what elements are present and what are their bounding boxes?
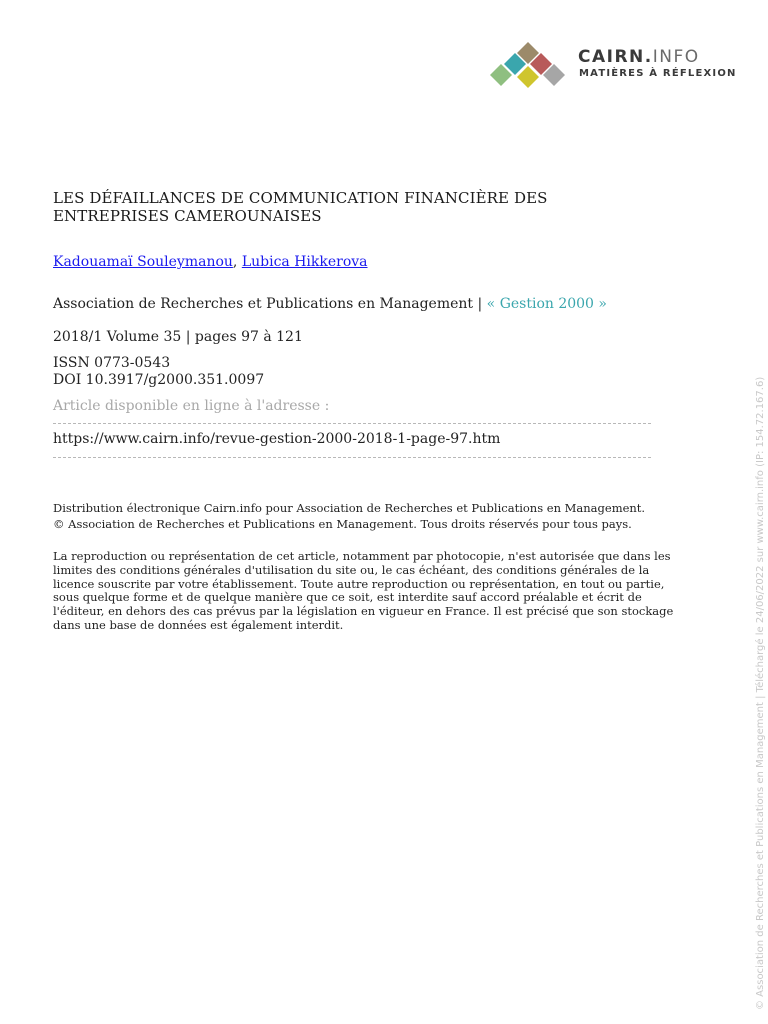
dashed-divider (53, 423, 651, 424)
article-title-line2: ENTREPRISES CAMEROUNAISES (53, 207, 322, 225)
legal-line: l'éditeur, en dehors des cas prévus par la législation en vigueur en France. Il est précisé que son stockage (53, 604, 674, 619)
journal-link[interactable]: « Gestion 2000 » (486, 296, 607, 312)
legal-line: sous quelque forme et de quelque manière que ce soit, est interdite sauf accord préalable et écrit de (53, 590, 642, 605)
publisher-separator: | (477, 296, 483, 312)
author-list (53, 254, 368, 270)
article-title-line1: LES DÉFAILLANCES DE COMMUNICATION FINANCIÈRE DES (53, 189, 548, 207)
copyright-line: © Association de Recherches et Publications en Management. Tous droits réservés pour tous pays. (53, 517, 632, 531)
distribution-line: Distribution électronique Cairn.info pour Association de Recherches et Publications en Management. (53, 501, 646, 515)
logo-brand (578, 47, 700, 67)
distribution-notice (53, 500, 645, 532)
publisher-name: Association de Recherches et Publications en Management (53, 296, 474, 312)
author-link[interactable]: Kadouamaï Souleymanou (53, 254, 233, 270)
cairn-diamond-logo-icon (488, 40, 570, 92)
legal-line: dans une base de données est également interdit. (53, 617, 344, 632)
author-link[interactable]: Lubica Hikkerova (241, 254, 368, 270)
logo-brand-dot: . (644, 47, 653, 67)
legal-line: La reproduction ou représentation de cet article, notamment par photocopie, n'est autorisée que dans les (53, 549, 671, 563)
author-separator: , (232, 254, 238, 270)
article-title (53, 189, 673, 225)
legal-line: limites des conditions générales d'utilisation du site ou, le cas échéant, des conditions générales de la (53, 562, 650, 577)
publisher-line (53, 296, 607, 312)
article-url[interactable]: https://www.cairn.info/revue-gestion-2000-2018-1-page-97.htm (53, 431, 501, 447)
issn: ISSN 0773-0543 (53, 355, 171, 371)
cairn-logo[interactable] (488, 40, 737, 92)
available-online-label: Article disponible en ligne à l'adresse : (53, 398, 330, 414)
reproduction-notice (53, 550, 723, 633)
logo-tagline: MATIÈRES À RÉFLEXION (579, 68, 737, 79)
volume-pages: 2018/1 Volume 35 | pages 97 à 121 (53, 329, 303, 345)
legal-line: licence souscrite par votre établissement. Toute autre reproduction ou représentation, en tout ou partie, (53, 576, 665, 591)
dashed-divider (53, 457, 651, 458)
download-watermark: © Association de Recherches et Publications en Management | Téléchargé le 24/06/2022 sur www.cairn.info (IP: 154.72.167.6) (755, 376, 766, 1010)
logo-brand-suffix: INFO (652, 47, 700, 67)
logo-brand-name: CAIRN (578, 47, 645, 67)
doi: DOI 10.3917/g2000.351.0097 (53, 372, 265, 388)
